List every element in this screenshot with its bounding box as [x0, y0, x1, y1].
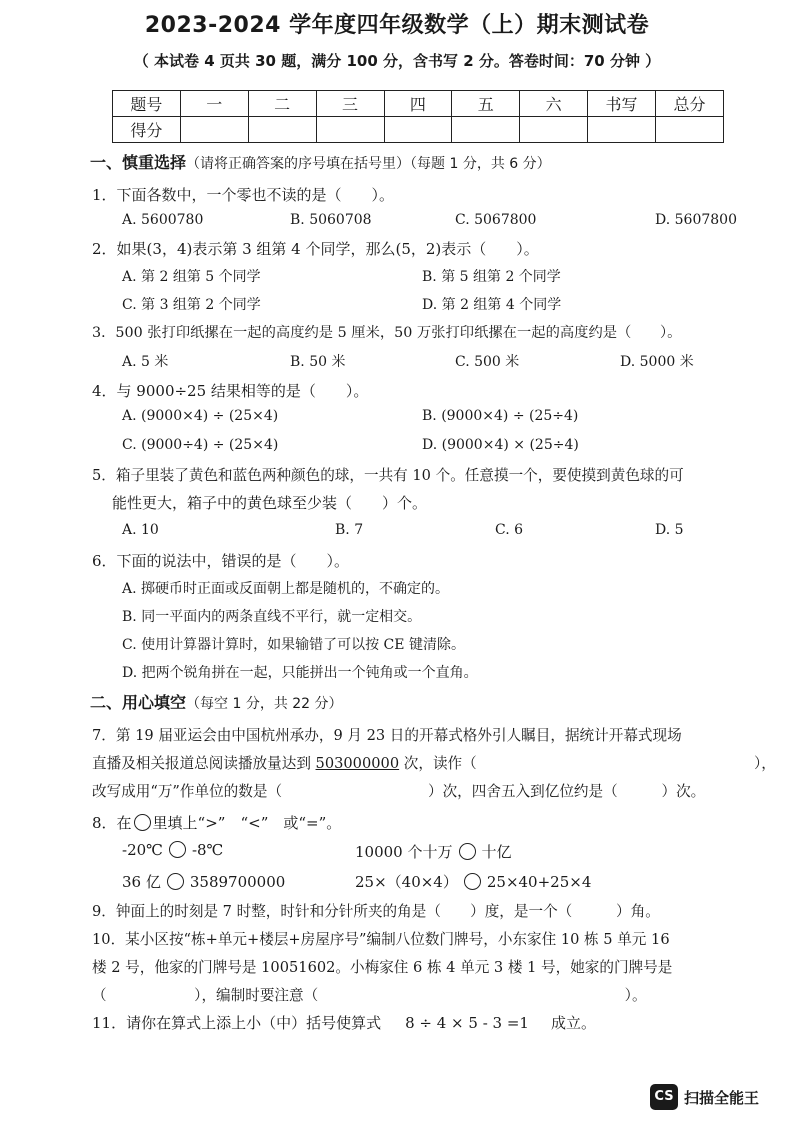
score-blank[interactable] — [316, 117, 384, 143]
compare-circle[interactable] — [459, 843, 476, 860]
score-cell: 二 — [248, 91, 316, 117]
q1-option-b[interactable]: B. 5060708 — [290, 212, 372, 228]
score-table-score-row — [113, 117, 724, 143]
section-2-note: （每空 1 分，共 22 分） — [186, 696, 343, 712]
q8-left-value: -20℃ — [122, 841, 163, 859]
question-7-line-3: 改写成用“万”作单位的数是（ ）次，四舍五入到亿位约是（ ）次。 — [92, 783, 706, 800]
score-table — [112, 90, 724, 143]
score-blank[interactable] — [452, 117, 520, 143]
score-cell: 六 — [520, 91, 588, 117]
q2-option-c[interactable]: C. 第 3 组第 2 个同学 — [122, 297, 261, 313]
q4-option-a[interactable]: A. (9000×4) ÷ (25×4) — [122, 408, 279, 424]
question-6-stem: 6．下面的说法中，错误的是（ ）。 — [92, 552, 350, 570]
q6-option-d[interactable]: D. 把两个锐角拼在一起，只能拼出一个钝角或一个直角。 — [122, 665, 478, 681]
section-1-title: 一、慎重选择 — [90, 153, 187, 172]
q8-right-value: -8℃ — [191, 841, 224, 859]
q6-option-c[interactable]: C. 使用计算器计算时，如果输错了可以按 CE 键清除。 — [122, 637, 465, 653]
section-2-title: 二、用心填空 — [90, 693, 187, 712]
q4-option-c[interactable]: C. (9000÷4) ÷ (25×4) — [122, 437, 279, 453]
q5-option-d[interactable]: D. 5 — [655, 522, 684, 538]
q5-option-c[interactable]: C. 6 — [495, 522, 524, 538]
q8-compare-item — [355, 841, 512, 862]
question-5-line-1: 5．箱子里装了黄色和蓝色两种颜色的球，一共有 10 个。任意摸一个，要使摸到黄色球的可 — [92, 467, 684, 484]
question-9-stem: 9．钟面上的时刻是 7 时整，时针和分针所夹的角是（ ）度，是一个（ ）角。 — [92, 903, 660, 920]
q8-right-value: 3589700000 — [189, 873, 286, 891]
score-blank[interactable] — [384, 117, 452, 143]
q11-expression[interactable]: 8 ÷ 4 × 5 - 3 =1 — [405, 1014, 529, 1032]
score-cell: 书写 — [588, 91, 656, 117]
q6-option-a[interactable]: A. 掷硬币时正面或反面朝上都是随机的，不确定的。 — [122, 581, 450, 597]
question-10-line-3: （ ），编制时要注意（ ）。 — [92, 987, 647, 1004]
q8-stem-post: 里填上“>” “<” 或“=”。 — [152, 814, 342, 832]
question-7-line-2 — [92, 752, 776, 773]
exam-instructions: （ 本试卷 4 页共 30 题，满分 100 分，含书写 2 分。答卷时间：70 分钟 ） — [133, 52, 661, 70]
q7-text-pre: 直播及相关报道总阅读播放量达到 — [92, 755, 316, 772]
question-7-line-1: 7．第 19 届亚运会由中国杭州承办，9 月 23 日的开幕式格外引人瞩目，据统计开幕式现场 — [92, 727, 682, 744]
q8-compare-item — [122, 871, 285, 892]
q8-compare-item — [122, 841, 223, 859]
question-8-stem — [92, 812, 341, 833]
question-5-line-2: 能性更大，箱子中的黄色球至少装（ ）个。 — [112, 494, 428, 512]
q3-option-d[interactable]: D. 5000 米 — [620, 354, 694, 370]
q2-option-b[interactable]: B. 第 5 组第 2 个同学 — [422, 269, 561, 285]
score-cell: 一 — [180, 91, 248, 117]
q2-option-d[interactable]: D. 第 2 组第 4 个同学 — [422, 297, 562, 313]
question-10-line-1: 10．某小区按“栋+单元+楼层+房屋序号”编制八位数门牌号，小东家住 10 栋 5 单元 16 — [92, 931, 670, 948]
question-4-stem: 4．与 9000÷25 结果相等的是（ ）。 — [92, 382, 369, 400]
compare-circle[interactable] — [167, 873, 184, 890]
scanner-watermark-text: 扫描全能王 — [684, 1089, 760, 1107]
q8-right-value: 十亿 — [481, 843, 512, 861]
score-table-header-row — [113, 91, 724, 117]
q1-option-a[interactable]: A. 5600780 — [122, 212, 204, 228]
score-cell: 总分 — [656, 91, 724, 117]
page-title: 2023-2024 学年度四年级数学（上）期末测试卷 — [144, 13, 650, 38]
q8-stem-pre: 8．在 — [92, 814, 132, 832]
question-3-stem: 3．500 张打印纸摞在一起的高度约是 5 厘米，50 万张打印纸摞在一起的高度约是（ ）。 — [92, 325, 682, 341]
compare-circle[interactable] — [169, 841, 186, 858]
q8-compare-item — [355, 871, 591, 892]
score-cell: 三 — [316, 91, 384, 117]
circle-icon — [134, 814, 151, 831]
q5-option-a[interactable]: A. 10 — [122, 522, 159, 538]
q11-text: 11．请你在算式上添上小（中）括号使算式 — [92, 1014, 382, 1032]
question-10-line-2: 楼 2 号，他家的门牌号是 10051602。小梅家住 6 栋 4 单元 3 楼 1 号，她家的门牌号是 — [92, 959, 673, 976]
question-2-stem: 2．如果(3，4)表示第 3 组第 4 个同学，那么(5，2)表示（ ）。 — [92, 240, 539, 258]
question-1-stem: 1．下面各数中，一个零也不读的是（ ）。 — [92, 186, 395, 204]
q3-option-c[interactable]: C. 500 米 — [455, 354, 520, 370]
question-11-stem — [92, 1012, 596, 1033]
scanner-logo-icon: CS — [650, 1084, 678, 1110]
score-cell: 五 — [452, 91, 520, 117]
score-blank[interactable] — [588, 117, 656, 143]
q7-underlined-number: 503000000 — [315, 755, 400, 772]
q8-left-value: 36 亿 — [122, 873, 161, 891]
section-1-heading — [90, 150, 551, 173]
score-blank[interactable] — [520, 117, 588, 143]
q8-left-value: 10000 个十万 — [355, 843, 453, 861]
q1-option-d[interactable]: D. 5607800 — [655, 212, 737, 228]
q3-option-a[interactable]: A. 5 米 — [122, 354, 169, 370]
section-2-heading — [90, 690, 343, 713]
q5-option-b[interactable]: B. 7 — [335, 522, 364, 538]
q4-option-b[interactable]: B. (9000×4) ÷ (25÷4) — [422, 408, 579, 424]
q8-right-value: 25×40+25×4 — [486, 873, 592, 891]
q6-option-b[interactable]: B. 同一平面内的两条直线不平行，就一定相交。 — [122, 609, 422, 625]
score-blank[interactable] — [656, 117, 724, 143]
score-blank[interactable] — [180, 117, 248, 143]
score-cell: 四 — [384, 91, 452, 117]
section-1-note: （请将正确答案的序号填在括号里）（每题 1 分，共 6 分） — [186, 156, 551, 172]
q7-text-post: 次，读作（ ）， — [399, 755, 776, 772]
score-blank[interactable] — [248, 117, 316, 143]
q1-option-c[interactable]: C. 5067800 — [455, 212, 537, 228]
q11-tail: 成立。 — [550, 1014, 596, 1032]
q4-option-d[interactable]: D. (9000×4) × (25÷4) — [422, 437, 579, 453]
q2-option-a[interactable]: A. 第 2 组第 5 个同学 — [122, 269, 261, 285]
q8-left-value: 25×（40×4） — [355, 873, 458, 891]
score-label: 得分 — [113, 117, 181, 143]
score-cell: 题号 — [113, 91, 181, 117]
compare-circle[interactable] — [464, 873, 481, 890]
q3-option-b[interactable]: B. 50 米 — [290, 354, 346, 370]
